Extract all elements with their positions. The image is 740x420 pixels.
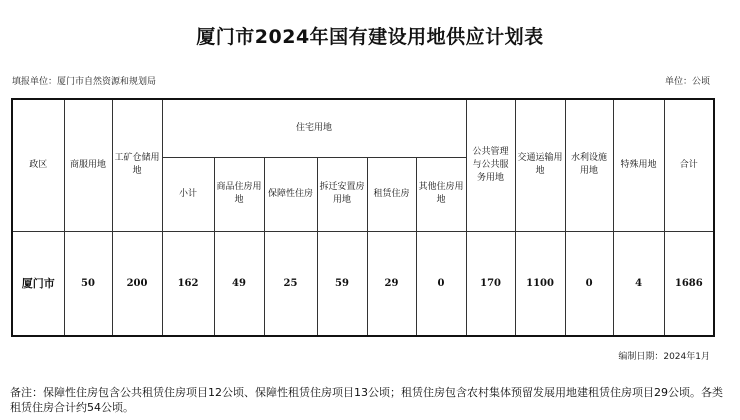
cell-water: 0	[565, 231, 613, 336]
land-supply-table	[11, 98, 715, 337]
fill-unit-label: 填报单位：厦门市自然资源和规划局	[12, 77, 157, 87]
header-commodity: 商品住房用地	[214, 157, 264, 231]
header-residential-group: 住宅用地	[162, 99, 466, 157]
header-subtotal: 小计	[162, 157, 214, 231]
compile-date: 编制日期：2024年1月	[618, 352, 710, 362]
cell-subtotal: 162	[162, 231, 214, 336]
header-special: 特殊用地	[613, 99, 664, 231]
cell-transport: 1100	[515, 231, 565, 336]
cell-total: 1686	[664, 231, 714, 336]
header-region: 政区	[12, 99, 64, 231]
cell-special: 4	[613, 231, 664, 336]
header-transport: 交通运输用地	[515, 99, 565, 231]
cell-rental: 29	[367, 231, 416, 336]
cell-public: 170	[466, 231, 515, 336]
cell-commercial: 50	[64, 231, 112, 336]
cell-region: 厦门市	[12, 231, 64, 336]
cell-affordable: 25	[264, 231, 317, 336]
header-rental: 租赁住房	[367, 157, 416, 231]
header-total: 合计	[664, 99, 714, 231]
header-relocation: 拆迁安置房用地	[317, 157, 367, 231]
cell-industrial: 200	[112, 231, 162, 336]
cell-commodity: 49	[214, 231, 264, 336]
header-row-1	[12, 99, 714, 157]
header-public: 公共管理与公共服务用地	[466, 99, 515, 231]
header-affordable: 保障性住房	[264, 157, 317, 231]
header-industrial: 工矿仓储用地	[112, 99, 162, 231]
header-water: 水利设施用地	[565, 99, 613, 231]
header-commercial: 商服用地	[64, 99, 112, 231]
page-title: 厦门市2024年国有建设用地供应计划表	[196, 26, 544, 48]
cell-relocation: 59	[317, 231, 367, 336]
table-row	[12, 231, 714, 336]
header-other-res: 其他住房用地	[416, 157, 466, 231]
unit-label: 单位：公顷	[664, 77, 710, 87]
footnote: 备注：保障性住房包含公共租赁住房项目12公顷、保障性租赁住房项目13公顷；租赁住房包含农村集体预留发展用地建租赁住房项目29公顷。各类租赁住房合计约54公顷。	[10, 386, 723, 414]
cell-other-res: 0	[416, 231, 466, 336]
